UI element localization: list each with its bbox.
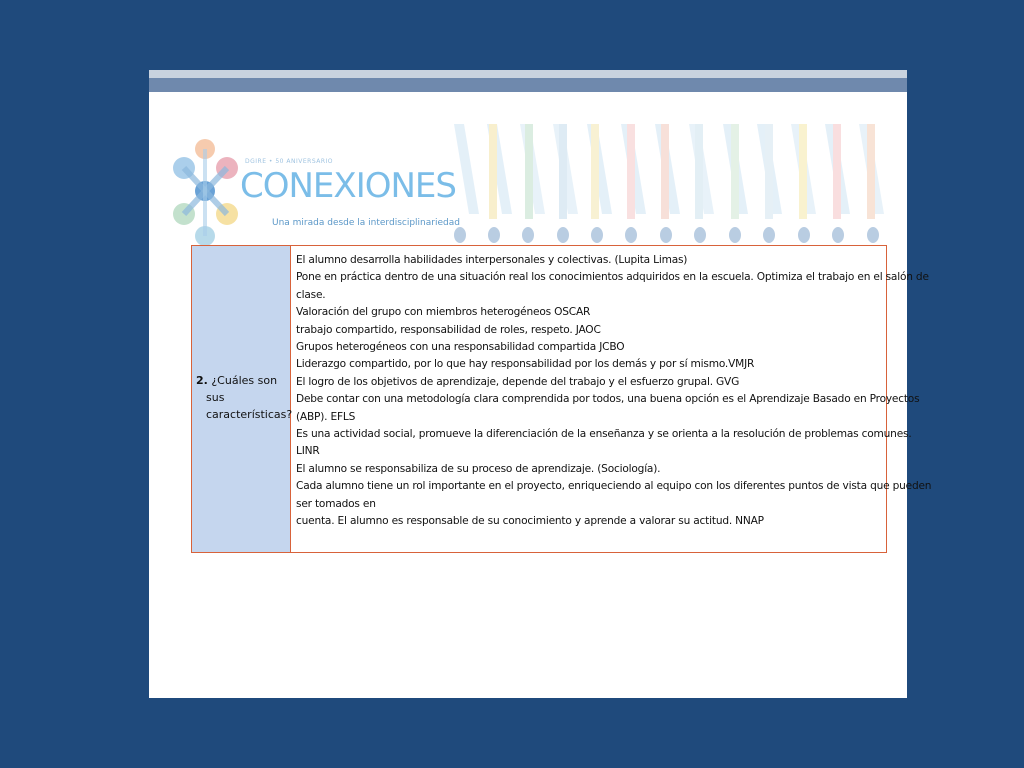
answer-line: Valoración del grupo con miembros heterogéneos OSCAR	[296, 306, 591, 319]
slide-top-strip	[149, 70, 907, 78]
answer-line: ser tomados en	[296, 497, 376, 510]
answer-line: El alumno desarrolla habilidades interpersonales y colectivas. (Lupita Limas)	[296, 254, 688, 266]
answer-line: Liderazgo compartido, por lo que hay responsabilidad por los demás y por sí mismo.VMJR	[296, 358, 755, 371]
answer-line: (ABP). EFLS	[296, 410, 356, 423]
question-cell	[192, 246, 291, 552]
conexiones-logo-icon	[171, 138, 241, 250]
answer-line: El alumno se responsabiliza de su proceso de aprendizaje. (Sociología).	[296, 462, 661, 475]
answers-table	[191, 245, 932, 553]
logo-wordmark: CONEXIONES	[240, 166, 456, 206]
logo-tagline: Una mirada desde la interdisciplinariedad	[272, 218, 460, 228]
question-number: 2.	[196, 374, 208, 387]
decorative-stripes	[449, 114, 889, 254]
answer-line: Cada alumno tiene un rol importante en el proyecto, enriqueciendo al equipo con los diferentes puntos de vista que pueden	[296, 480, 932, 493]
question-text	[196, 372, 293, 423]
question-line-3: características?	[206, 408, 293, 421]
banner	[149, 92, 907, 232]
answer-line: trabajo compartido, responsabilidad de roles, respeto. JAOC	[296, 323, 601, 336]
slide-header-bar	[149, 78, 907, 92]
answer-line: Pone en práctica dentro de una situación real los conocimientos adquiridos en la escuela. Optimiza el trabajo en el salón de	[296, 271, 929, 284]
answers-cell	[296, 252, 932, 531]
answer-line: Es una actividad social, promueve la diferenciación de la enseñanza y se orienta a la resolución de problemas comunes.	[296, 428, 912, 441]
slide	[149, 70, 932, 698]
answer-line: LINR	[296, 445, 320, 458]
answer-line: Debe contar con una metodología clara comprendida por todos, una buena opción es el Aprendizaje Basado en Proyectos	[296, 393, 920, 406]
answer-line: clase.	[296, 288, 326, 301]
question-line-2: sus	[206, 391, 225, 404]
answer-line: Grupos heterogéneos con una responsabilidad compartida JCBO	[296, 341, 625, 354]
question-line-1: ¿Cuáles son	[211, 374, 278, 387]
answer-line: El logro de los objetivos de aprendizaje, depende del trabajo y el esfuerzo grupal. GVG	[296, 375, 740, 388]
answer-line: cuenta. El alumno es responsable de su conocimiento y aprende a valorar su actitud. NNAP	[296, 515, 764, 528]
logo-subtext: DGIRE • 50 ANIVERSARIO	[245, 158, 334, 165]
